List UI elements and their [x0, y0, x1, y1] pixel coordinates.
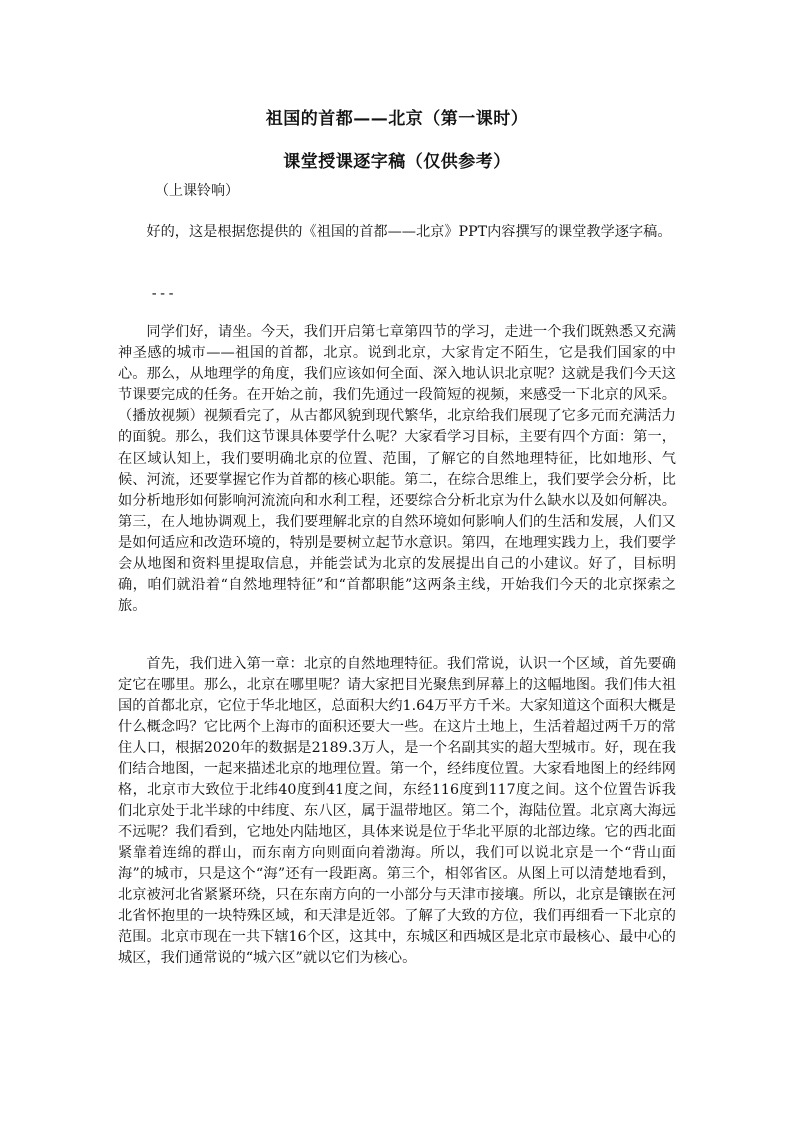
document-title: 祖国的首都——北京（第一课时） — [265, 109, 529, 129]
body-paragraph: 同学们好，请坐。今天，我们开启第七章第四节的学习，走进一个我们既熟悉又充满神圣感的城市——祖国的首都，北京。说到北京，大家肯定不陌生，它是我们国家的中心。那么，从地理学的角度，我们应该如何全面、深入地认识北京呢？这就是我们今天这节课要完成的任务。在开始之前，我们先通过一段简短的视频，来感受一下北京的风采。（播放视频）视频看完了，从古都风貌到现代繁华，北京给我们展现了它多元而充满活力的面貌。那么，我们这节课具体要学什么呢？大家看学习目标，主要有四个方面：第一，在区域认知上，我们要明确北京的位置、范围，了解它的自然地理特征，比如地形、气候、河流，还要掌握它作为首都的核心职能。第二，在综合思维上，我们要学会分析，比如分析地形如何影响河流流向和水利工程，还要综合分析北京为什么缺水以及如何解决。第三，在人地协调观上，我们要理解北京的自然环境如何影响人们的生活和发展，人们又是如何适应和改造环境的，特别是要树立起节水意识。第四，在地理实践力上，我们要学会从地图和资料里提取信息，并能尝试为北京的发展提出自己的小建议。好了，目标明确，咱们就沿着“自然地理特征”和“首都职能”这两条主线，开始我们今天的北京探索之旅。 — [118, 324, 676, 615]
separator: --- — [150, 286, 176, 302]
stage-note: （上课铃响） — [155, 183, 239, 199]
document-subtitle: 课堂授课逐字稿（仅供参考） — [283, 152, 511, 172]
intro-paragraph: 好的，这是根据您提供的《祖国的首都——北京》PPT内容撰写的课堂教学逐字稿。 — [146, 224, 672, 240]
body-paragraph: 首先，我们进入第一章：北京的自然地理特征。我们常说，认识一个区域，首先要确定它在哪里。那么，北京在哪里呢？请大家把目光聚焦到屏幕上的这幅地图。我们伟大祖国的首都北京，它位于华北地区，总面积大约1.64万平方千米。大家知道这个面积大概是什么概念吗？它比两个上海市的面积还要大一些。在这片土地上，生活着超过两千万的常住人口，根据2020年的数据是2189.3万人，是一个名副其实的超大型城市。好，现在我们结合地图，一起来描述北京的地理位置。第一个，经纬度位置。大家看地图上的经纬网格，北京市大致位于北纬40度到41度之间，东经116度到117度之间。这个位置告诉我们北京处于北半球的中纬度、东八区，属于温带地区。第二个，海陆位置。北京离大海远不远呢？我们看到，它地处内陆地区，具体来说是位于华北平原的北部边缘。它的西北面紧靠着连绵的群山，而东南方向则面向着渤海。所以，我们可以说北京是一个“背山面海”的城市，只是这个“海”还有一段距离。第三个，相邻省区。从图上可以清楚地看到，北京被河北省紧紧环绕，只在东南方向的一小部分与天津市接壤。所以，北京是镶嵌在河北省怀抱里的一块特殊区域，和天津是近邻。了解了大致的方位，我们再细看一下北京的范围。北京市现在一共下辖16个区，这其中，东城区和西城区是北京市最核心、最中心的城区，我们通常说的“城六区”就以它们为核心。 — [118, 656, 676, 966]
